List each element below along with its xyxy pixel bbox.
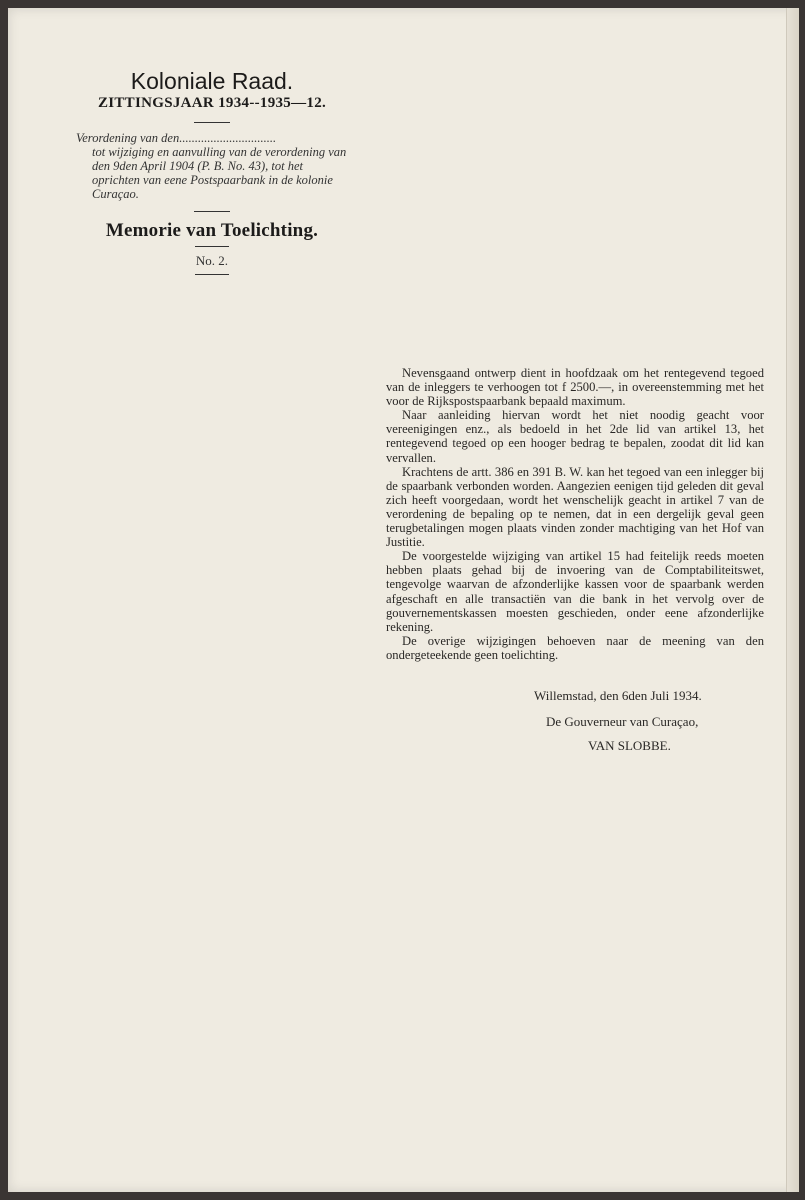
council-title: Koloniale Raad. bbox=[130, 68, 294, 94]
signature: VAN SLOBBE. bbox=[588, 738, 671, 753]
place-date: Willemstad, den 6den Juli 1934. bbox=[534, 688, 702, 703]
divider bbox=[194, 211, 230, 212]
paragraph: Naar aanleiding hiervan wordt het niet noodig geacht voor vereenigingen enz., als bedoeld in het 2de lid van artikel 13, het rentegevend tegoed op een hooger bedrag te bepalen, zoodat dit lid kan vervallen. bbox=[386, 408, 764, 465]
divider bbox=[194, 122, 230, 123]
session-year: ZITTINGSJAAR 1934--1935—12. bbox=[97, 95, 327, 111]
paragraph: De overige wijzigingen behoeven naar de meening van den ondergeteekende geen toelichting. bbox=[386, 633, 764, 662]
office-title: De Gouverneur van Curaçao, bbox=[546, 714, 699, 729]
divider bbox=[195, 246, 229, 247]
paragraph: Krachtens de artt. 386 en 391 B. W. kan het tegoed van een inlegger bij de spaarbank verbonden worden. Aangezien eenigen tijd geleden dit geval zich heeft voorgedaan, wordt het wenschelijk geacht in artikel 7 van de verordening de bepaling op te nemen, dat in een dergelijk geval geen terugbetalingen mogen plaats vinden zonder machtiging van het Hof van Justitie. bbox=[386, 464, 764, 550]
explanatory-text bbox=[386, 366, 764, 662]
paragraph: De voorgestelde wijziging van artikel 15 had feitelijk reeds moeten hebben plaats gehad bij de invoering van de Comptabiliteitswet, tengevolge waarvan de afzonderlijke kassen voor de spaarbank werden afgeschaft en alle transactiën van die bank in het vervolg over de gouvernementskassen moesten geschieden, onder eene afzonderlijke rekening. bbox=[386, 549, 764, 634]
document-number: No. 2. bbox=[195, 253, 229, 268]
document-heading: Memorie van Toelichting. bbox=[105, 220, 319, 241]
document-header bbox=[76, 68, 348, 275]
page-edge bbox=[786, 8, 799, 1192]
ordinance-text: tot wijziging en aanvulling van de verordening van den 9den April 1904 (P. B. No. 43), tot het oprichten van eene Postspaarbank in de kolonie Curaçao. bbox=[92, 145, 347, 201]
ordinance-first-line: Verordening van den............................... bbox=[76, 131, 277, 145]
ordinance-description bbox=[76, 131, 348, 201]
paragraph: Nevensgaand ontwerp dient in hoofdzaak om het rentegevend tegoed van de inleggers te verhoogen tot f 2500.—, in overeenstemming met het voor de Rijkspostspaarbank bepaald maximum. bbox=[386, 366, 764, 409]
document-page bbox=[8, 8, 799, 1192]
divider bbox=[195, 274, 229, 275]
